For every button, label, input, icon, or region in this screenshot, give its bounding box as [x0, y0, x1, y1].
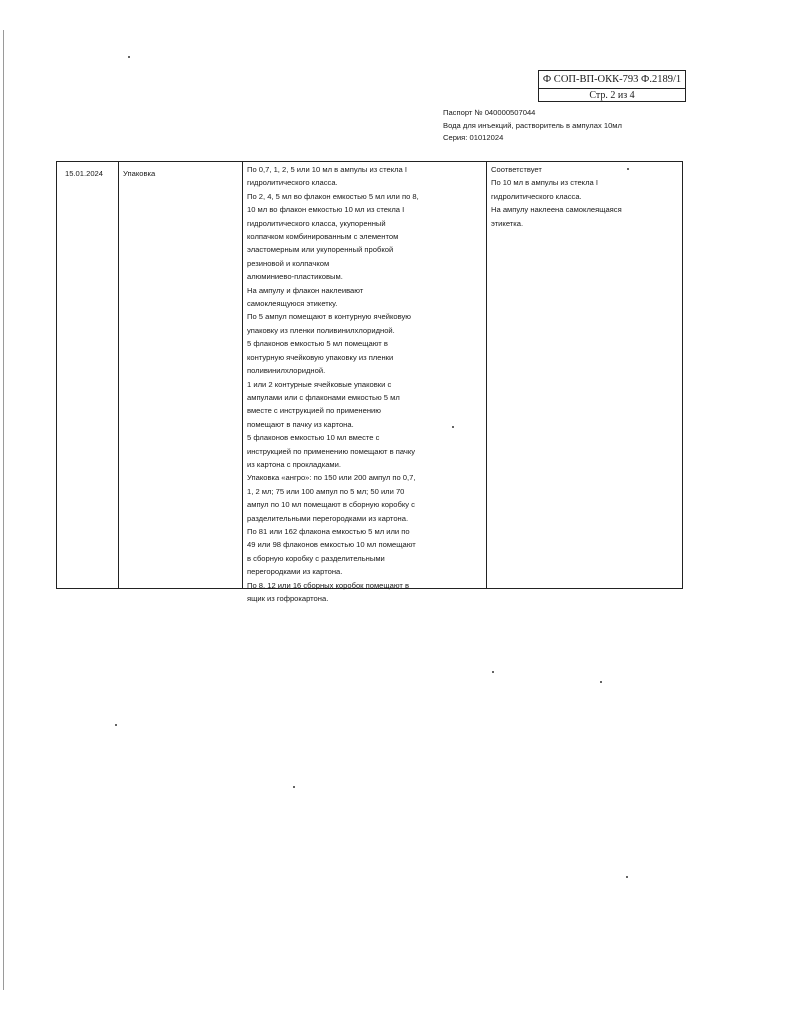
requirement-line: эластомерным или укупоренный пробкой	[247, 245, 394, 255]
requirement-line: По 2, 4, 5 мл во флакон емкостью 5 мл или по 8,	[247, 191, 419, 201]
requirement-line: На ампулу и флакон наклеивают	[247, 285, 364, 295]
result-line: По 10 мл в ампулы из стекла I	[491, 178, 598, 188]
requirement-line: в сборную коробку с разделительными	[247, 553, 385, 563]
requirement-line: вместе с инструкцией по применению	[247, 406, 381, 416]
scan-speck	[492, 671, 494, 673]
batch-series: Серия: 01012024	[443, 133, 504, 142]
requirement-line: По 8, 12 или 16 сборных коробок помещают в	[247, 580, 410, 590]
test-results-table	[56, 161, 683, 603]
requirement-line: По 81 или 162 флакона емкостью 5 мл или по	[247, 526, 410, 536]
column-divider	[118, 162, 119, 588]
form-code-box	[538, 70, 686, 102]
requirement-line: 10 мл во флакон емкостью 10 мл из стекла I	[247, 205, 405, 215]
result-line: гидролитического класса.	[491, 191, 582, 201]
page-edge-line	[3, 30, 4, 990]
requirement-line: помещают в пачку из картона.	[247, 419, 354, 429]
requirement-line: упаковку из пленки поливинилхлоридной.	[247, 325, 395, 335]
requirement-line: из картона с прокладками.	[247, 459, 341, 469]
requirement-line: колпачком комбинированным с элементом	[247, 232, 399, 242]
requirement-line: Упаковка «ангро»: по 150 или 200 ампул по 0,7,	[247, 473, 416, 483]
requirement-line: 49 или 98 флаконов емкостью 10 мл помещают	[247, 540, 416, 550]
requirement-line: самоклеящуюся этикетку.	[247, 299, 338, 309]
test-date: 15.01.2024	[65, 169, 104, 178]
requirement-line: ящик из гофрокартона.	[247, 594, 329, 603]
result-line: На ампулу наклеена самоклеящаяся	[491, 205, 622, 215]
product-name: Вода для инъекций, растворитель в ампулах 10мл	[443, 120, 622, 130]
requirement-line: гидролитического класса.	[247, 178, 338, 188]
requirement-line: контурную ячейковую упаковку из пленки	[247, 352, 394, 362]
scan-speck	[626, 876, 628, 878]
scan-speck	[600, 681, 602, 683]
requirement-line: По 5 ампул помещают в контурную ячейковую	[247, 312, 412, 322]
passport-info	[443, 107, 622, 145]
result-line: Соответствует	[491, 165, 542, 174]
indicator-name: Упаковка	[123, 169, 156, 178]
column-divider	[486, 162, 487, 588]
scan-speck	[452, 426, 454, 428]
requirement-line: гидролитического класса, укупоренный	[247, 218, 386, 228]
requirement-line: поливинилхлоридной.	[247, 366, 326, 376]
scan-speck	[627, 168, 629, 170]
result-line: этикетка.	[491, 218, 524, 228]
result-text	[491, 163, 676, 230]
page-number: Стр. 2 из 4	[589, 90, 635, 101]
requirement-line: По 0,7, 1, 2, 5 или 10 мл в ампулы из стекла I	[247, 165, 407, 174]
scan-speck	[293, 786, 295, 788]
form-code: Ф СОП-ВП-ОКК-793 Ф.2189/1	[539, 71, 685, 89]
scan-speck	[115, 724, 117, 726]
requirement-line: ампул по 10 мл помещают в сборную коробку с	[247, 500, 415, 510]
requirement-line: перегородками из картона.	[247, 567, 343, 577]
requirement-text	[247, 163, 485, 605]
requirement-line: 5 флаконов емкостью 5 мл помещают в	[247, 339, 388, 349]
requirement-line: разделительными перегородками из картона.	[247, 513, 409, 523]
passport-number: Паспорт № 040000507044	[443, 108, 536, 117]
requirement-line: ампулами или с флаконами емкостью 5 мл	[247, 392, 400, 402]
requirement-line: 1 или 2 контурные ячейковые упаковки с	[247, 379, 392, 389]
column-divider	[242, 162, 243, 588]
requirement-line: 1, 2 мл; 75 или 100 ампул по 5 мл; 50 или 70	[247, 486, 405, 496]
requirement-line: 5 флаконов емкостью 10 мл вместе с	[247, 433, 380, 443]
requirement-line: алюминиево-пластиковым.	[247, 272, 343, 282]
requirement-line: резиновой и колпачком	[247, 258, 330, 268]
scan-speck	[128, 56, 130, 58]
requirement-line: инструкцией по применению помещают в пачку	[247, 446, 416, 456]
